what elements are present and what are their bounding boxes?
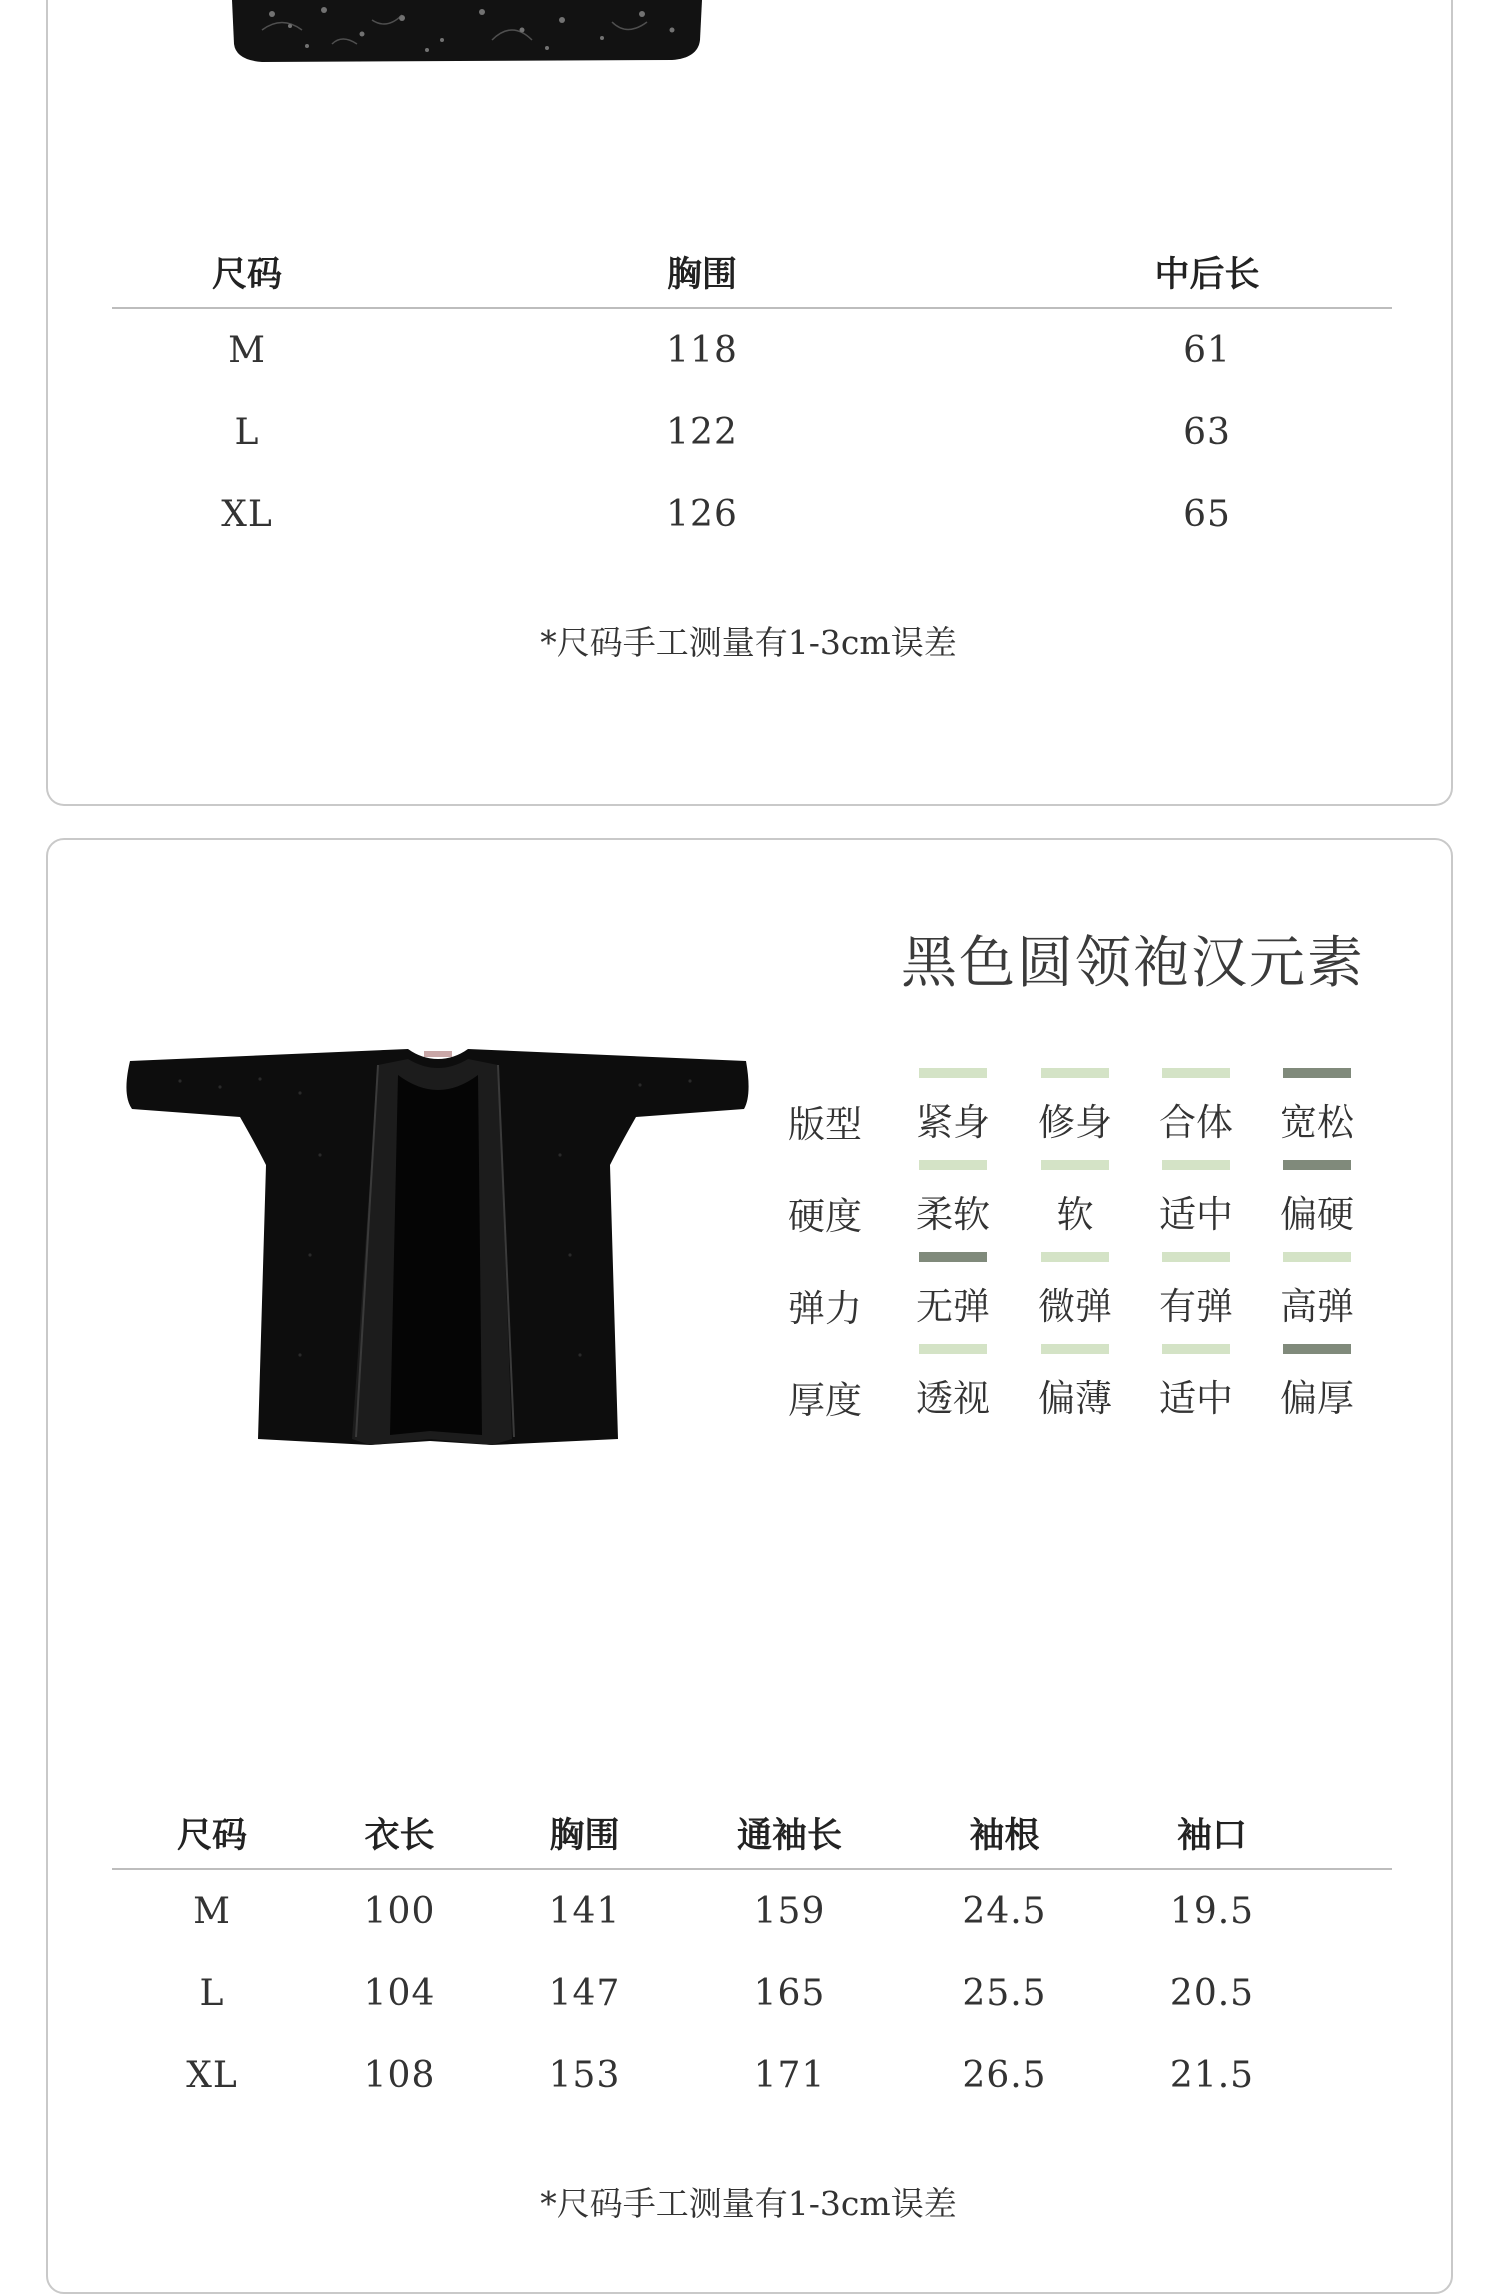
option-label: 紧身: [916, 1101, 990, 1144]
size-table: [112, 1798, 1392, 2116]
table-cell: L: [234, 411, 260, 453]
table-cell: 63: [1183, 411, 1231, 453]
option-label: 偏硬: [1280, 1193, 1354, 1236]
attribute-option: [1030, 1160, 1120, 1238]
option-label: 柔软: [916, 1193, 990, 1236]
table-cell: 104: [363, 1972, 436, 2014]
product-title: 黑色圆领袍汉元素: [901, 931, 1365, 996]
scale-bar: [1041, 1344, 1109, 1354]
size-card-top: [46, 0, 1453, 806]
table-cell-spacer: [1312, 2034, 1392, 2116]
attribute-option: [908, 1160, 998, 1238]
header-size: 尺码: [112, 1798, 312, 1869]
option-label: 宽松: [1280, 1101, 1354, 1144]
option-label: 微弹: [1038, 1285, 1112, 1328]
header-armhole: 袖根: [897, 1798, 1112, 1869]
scale-bar: [1162, 1344, 1230, 1354]
scale-bar: [1283, 1344, 1351, 1354]
attribute-option: [1272, 1252, 1362, 1330]
table-row: [112, 391, 1392, 473]
attribute-option: [1151, 1252, 1241, 1330]
table-cell: 65: [1183, 493, 1231, 535]
attribute-row-hardness: [788, 1160, 1424, 1252]
table-cell: 61: [1183, 329, 1231, 371]
option-label: 软: [1056, 1193, 1094, 1236]
attribute-option: [1030, 1344, 1120, 1422]
attribute-option: [1030, 1252, 1120, 1330]
header-spacer: [1312, 1798, 1392, 1869]
option-label: 修身: [1038, 1101, 1112, 1144]
option-label: 偏厚: [1280, 1377, 1354, 1420]
table-header-row: [112, 1798, 1392, 1869]
table-cell: M: [193, 1890, 231, 1932]
attribute-row-fit: [788, 1068, 1424, 1160]
table-cell: 141: [548, 1890, 621, 1932]
attribute-option: [908, 1252, 998, 1330]
floral-garment-image: [232, 0, 702, 62]
scale-bar: [1041, 1160, 1109, 1170]
scale-bar: [919, 1160, 987, 1170]
table-row: [112, 473, 1392, 555]
scale-bar: [1283, 1160, 1351, 1170]
option-label: 有弹: [1159, 1285, 1233, 1328]
option-label: 无弹: [916, 1285, 990, 1328]
option-label: 高弹: [1280, 1285, 1354, 1328]
header-length: 衣长: [312, 1798, 487, 1869]
table-cell: 126: [666, 493, 738, 535]
table-cell-spacer: [1312, 1952, 1392, 2034]
size-card-bottom: [46, 838, 1453, 2294]
table-row: [112, 2034, 1392, 2116]
table-cell: XL: [221, 493, 273, 535]
header-sleeve-length: 通袖长: [682, 1798, 897, 1869]
scale-bar: [1162, 1252, 1230, 1262]
black-robe-image: [120, 1035, 750, 1455]
attribute-option: [1151, 1160, 1241, 1238]
attribute-label: 版型: [788, 1103, 862, 1146]
attribute-option: [1151, 1344, 1241, 1422]
attribute-label: 硬度: [788, 1195, 862, 1238]
table-cell: 153: [548, 2054, 621, 2096]
table-cell: 122: [666, 411, 738, 453]
option-label: 透视: [916, 1377, 990, 1420]
measurement-note: *尺码手工测量有1-3cm误差: [540, 623, 957, 662]
option-label: 适中: [1159, 1377, 1233, 1420]
table-cell: 24.5: [962, 1890, 1047, 1932]
attribute-row-elasticity: [788, 1252, 1424, 1344]
header-cuff: 袖口: [1112, 1798, 1312, 1869]
option-label: 偏薄: [1038, 1377, 1112, 1420]
attribute-row-thickness: [788, 1344, 1424, 1436]
table-cell: 108: [363, 2054, 436, 2096]
attribute-option: [1030, 1068, 1120, 1146]
attribute-label: 厚度: [788, 1379, 862, 1422]
table-cell: 165: [753, 1972, 826, 2014]
table-cell: 171: [753, 2054, 826, 2096]
fabric-attributes: [788, 1068, 1424, 1436]
table-cell: L: [199, 1972, 225, 2014]
attribute-option: [1272, 1160, 1362, 1238]
size-table: [112, 237, 1392, 555]
scale-bar: [1162, 1068, 1230, 1078]
scale-bar: [1162, 1160, 1230, 1170]
scale-bar: [919, 1068, 987, 1078]
table-cell: 159: [753, 1890, 826, 1932]
attribute-option: [908, 1344, 998, 1422]
table-cell: 26.5: [962, 2054, 1047, 2096]
attribute-option: [1151, 1068, 1241, 1146]
table-cell: 118: [666, 329, 738, 371]
table-cell: 147: [548, 1972, 621, 2014]
scale-bar: [919, 1344, 987, 1354]
option-label: 适中: [1159, 1193, 1233, 1236]
table-cell: 19.5: [1169, 1890, 1255, 1932]
table-row: [112, 308, 1392, 391]
table-header-row: [112, 237, 1392, 308]
scale-bar: [1283, 1068, 1351, 1078]
header-back-length: 中后长: [1022, 237, 1392, 308]
table-cell: 21.5: [1169, 2054, 1255, 2096]
attribute-option: [1272, 1068, 1362, 1146]
table-cell: 100: [363, 1890, 436, 1932]
header-chest: 胸围: [487, 1798, 682, 1869]
attribute-label: 弹力: [788, 1287, 862, 1330]
table-cell-spacer: [1312, 1869, 1392, 1952]
attribute-option: [1272, 1344, 1362, 1422]
table-cell: 20.5: [1169, 1972, 1255, 2014]
table-row: [112, 1869, 1392, 1952]
table-cell: 25.5: [962, 1972, 1047, 2014]
attribute-option: [908, 1068, 998, 1146]
header-chest: 胸围: [382, 237, 1022, 308]
table-cell: XL: [186, 2054, 238, 2096]
table-row: [112, 1952, 1392, 2034]
scale-bar: [1041, 1068, 1109, 1078]
header-size: 尺码: [112, 237, 382, 308]
scale-bar: [1041, 1252, 1109, 1262]
table-cell: M: [228, 329, 266, 371]
measurement-note: *尺码手工测量有1-3cm误差: [540, 2184, 957, 2223]
option-label: 合体: [1159, 1101, 1233, 1144]
scale-bar: [1283, 1252, 1351, 1262]
scale-bar: [919, 1252, 987, 1262]
